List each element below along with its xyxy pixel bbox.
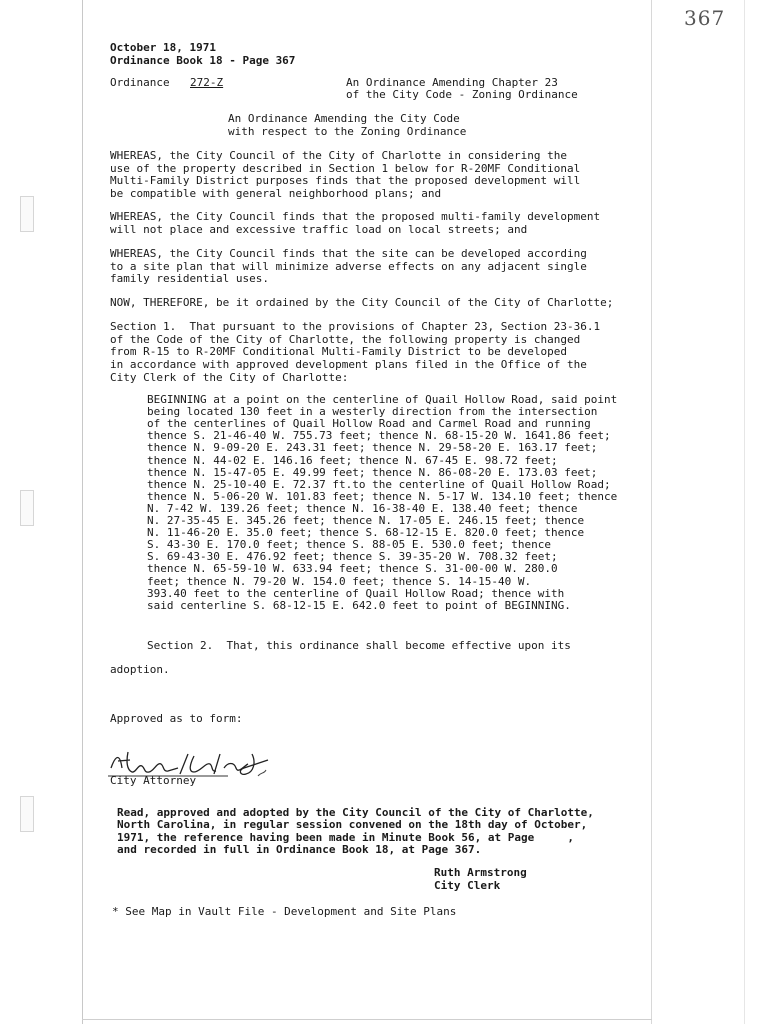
text-line: to a site plan that will minimize adverse effects on any adjacent single: [110, 259, 587, 273]
text-line: feet; thence N. 79-20 W. 154.0 feet; thence S. 14-15-40 W.: [147, 574, 532, 588]
subtitle-line-2: with respect to the Zoning Ordinance: [228, 125, 467, 138]
ordinance-title-line-1: An Ordinance Amending Chapter 23: [346, 76, 558, 89]
bottom-rule: [82, 1019, 652, 1020]
therefore-clause: NOW, THEREFORE, be it ordained by the City Council of the City of Charlotte;: [110, 296, 614, 309]
clerk-title: City Clerk: [434, 879, 501, 892]
text-line: WHEREAS, the City Council of the City of Charlotte in considering the: [110, 149, 567, 162]
text-line: 393.40 feet to the centerline of Quail Hollow Road; thence with: [147, 586, 565, 600]
ordinance-title-line-2: of the City Code - Zoning Ordinance: [346, 88, 578, 101]
text-line: in accordance with approved development plans filed in the Office of the: [110, 358, 587, 372]
text-line: BEGINNING at a point on the centerline of Quail Hollow Road, said point: [147, 393, 618, 406]
ordinance-label: Ordinance: [110, 76, 170, 89]
signer-title: City Attorney: [110, 774, 197, 787]
page-number: 367: [684, 6, 726, 30]
footnote: * See Map in Vault File - Development and Site Plans: [112, 905, 457, 918]
text-line: use of the property described in Section 1 below for R-20MF Conditional: [110, 161, 581, 175]
text-line: Read, approved and adopted by the City Council of the City of Charlotte,: [117, 806, 594, 819]
text-line: WHEREAS, the City Council finds that the proposed multi-family development: [110, 210, 601, 223]
text-line: Section 1. That pursuant to the provisions of Chapter 23, Section 23-36.1: [110, 320, 601, 333]
text-line: will not place and excessive traffic load on local streets; and: [110, 222, 528, 236]
text-line: and recorded in full in Ordinance Book 18, at Page 367.: [117, 842, 482, 856]
page-edge: [744, 0, 745, 1024]
clerk-name: Ruth Armstrong: [434, 866, 527, 879]
text-line: be compatible with general neighborhood plans; and: [110, 187, 442, 201]
binding-hole-mark: [20, 796, 34, 832]
text-line: from R-15 to R-20MF Conditional Multi-Family District to be developed: [110, 345, 567, 359]
text-line: WHEREAS, the City Council finds that the site can be developed according: [110, 247, 587, 260]
text-line: Multi-Family District purposes finds that the proposed development will: [110, 174, 581, 188]
text-line: N. 11-46-20 E. 35.0 feet; thence S. 68-12-15 E. 820.0 feet; thence: [147, 526, 585, 540]
binding-hole-mark: [20, 196, 34, 232]
text-line: being located 130 feet in a westerly direction from the intersection: [147, 405, 598, 419]
subtitle-line-1: An Ordinance Amending the City Code: [228, 112, 460, 125]
document-date: October 18, 1971: [110, 41, 216, 54]
text-line: 1971, the reference having been made in Minute Book 56, at Page ,: [117, 830, 574, 844]
approved-as-to-form: Approved as to form:: [110, 712, 243, 725]
text-line: of the centerlines of Quail Hollow Road and Carmel Road and running: [147, 417, 591, 431]
text-line: of the Code of the City of Charlotte, the following property is changed: [110, 332, 581, 346]
text-line: thence N. 15-47-05 E. 49.99 feet; thence N. 86-08-20 E. 173.03 feet;: [147, 465, 598, 479]
text-line: N. 7-42 W. 139.26 feet; thence N. 16-38-40 E. 138.40 feet; thence: [147, 501, 578, 515]
text-line: City Clerk of the City of Charlotte:: [110, 370, 349, 384]
text-line: N. 27-35-45 E. 345.26 feet; thence N. 17-05 E. 246.15 feet; thence: [147, 514, 585, 527]
text-line: S. 43-30 E. 170.0 feet; thence S. 88-05 E. 530.0 feet; thence: [147, 538, 551, 552]
section-2-line-2: adoption.: [110, 663, 170, 676]
text-line: family residential uses.: [110, 272, 269, 286]
text-line: thence N. 44-02 E. 146.16 feet; thence N. 67-45 E. 98.72 feet;: [147, 453, 558, 467]
text-line: S. 69-43-30 E. 476.92 feet; thence S. 39-35-20 W. 708.32 feet;: [147, 550, 558, 564]
left-margin-rule: [82, 0, 83, 1024]
text-line: thence N. 25-10-40 E. 72.37 ft.to the centerline of Quail Hollow Road;: [147, 477, 611, 491]
text-line: thence S. 21-46-40 W. 755.73 feet; thence N. 68-15-20 W. 1641.86 feet;: [147, 429, 611, 443]
binding-hole-mark: [20, 490, 34, 526]
book-reference: Ordinance Book 18 - Page 367: [110, 54, 296, 67]
text-line: thence N. 5-06-20 W. 101.83 feet; thence N. 5-17 W. 134.10 feet; thence: [147, 489, 618, 503]
ordinance-number: 272-Z: [190, 76, 224, 89]
text-line: thence N. 65-59-10 W. 633.94 feet; thence S. 31-00-00 W. 280.0: [147, 562, 558, 576]
section-2-line-1: Section 2. That, this ordinance shall become effective upon its: [147, 639, 571, 652]
text-line: thence N. 9-09-20 E. 243.31 feet; thence N. 29-58-20 E. 163.17 feet;: [147, 441, 598, 455]
text-line: said centerline S. 68-12-15 E. 642.0 feet to point of BEGINNING.: [147, 598, 571, 612]
text-line: North Carolina, in regular session convened on the 18th day of October,: [117, 818, 588, 832]
right-margin-rule: [651, 0, 652, 1024]
